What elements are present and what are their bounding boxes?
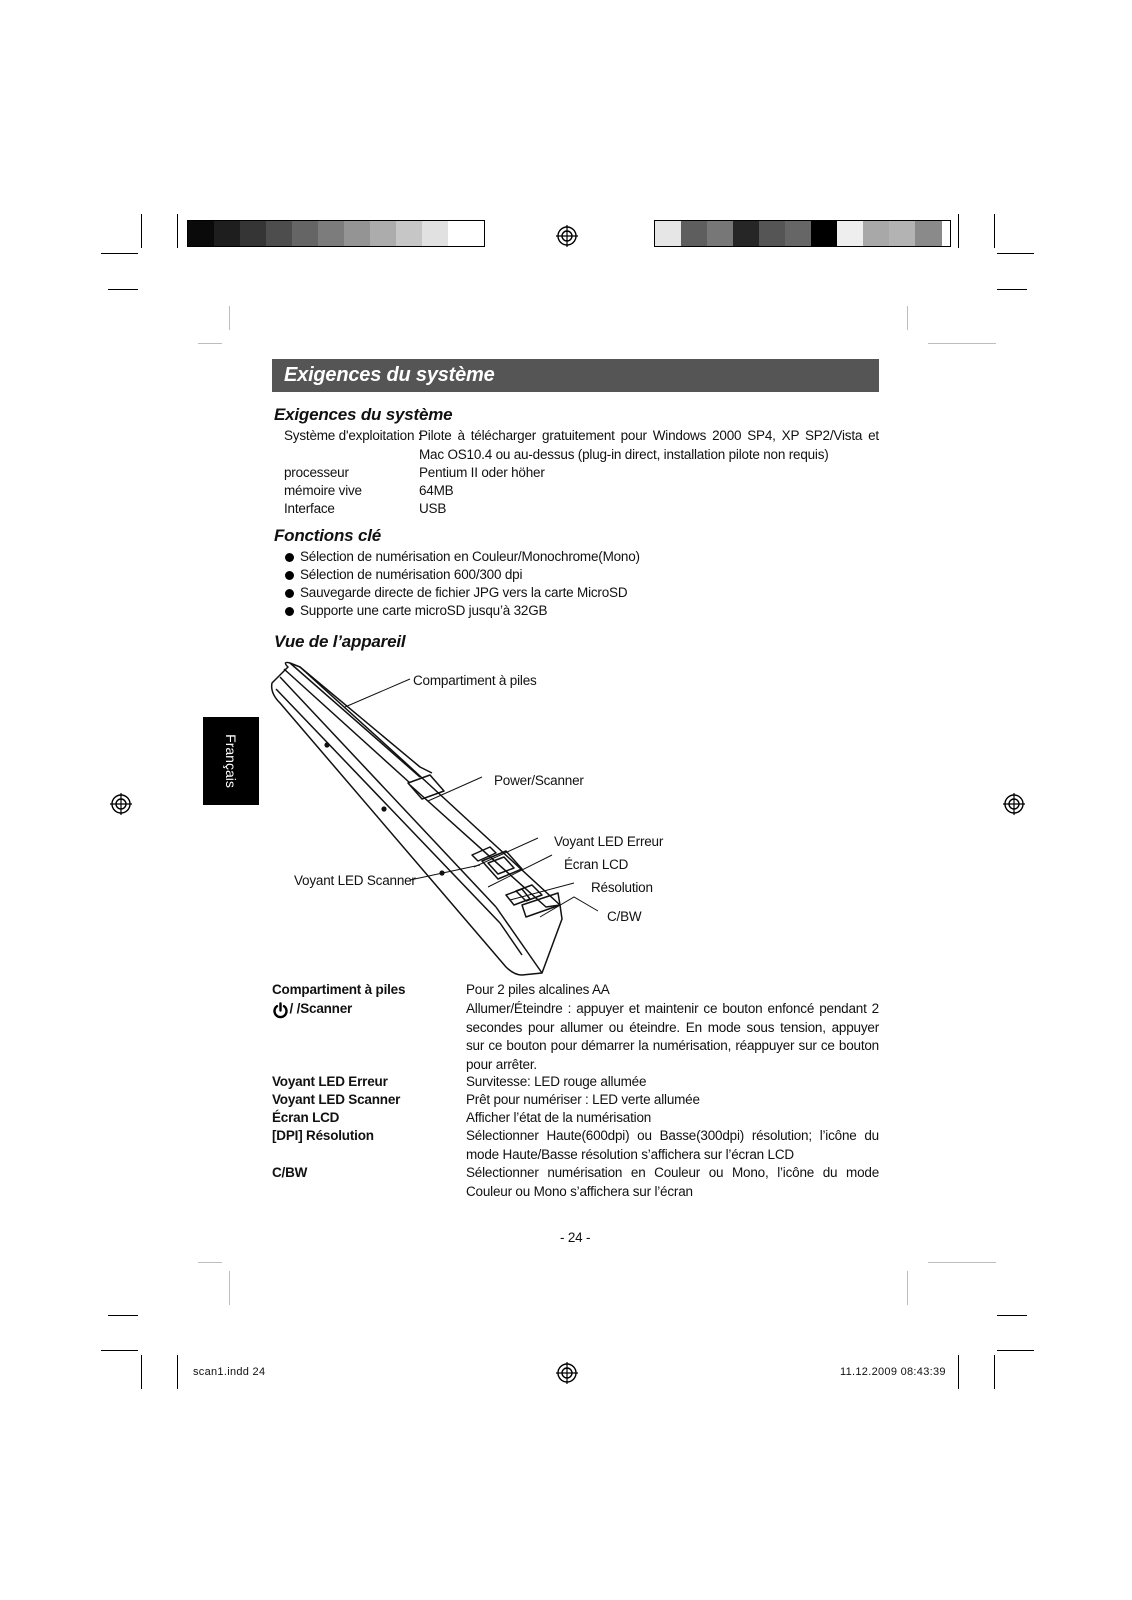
desc-term: Écran LCD (272, 1110, 340, 1125)
desc-term: / /Scanner (286, 1001, 353, 1016)
list-item: Supporte une carte microSD jusqu’à 32GB (300, 603, 548, 618)
desc-term: [DPI] Résolution (272, 1128, 374, 1143)
bullet-icon (285, 571, 294, 580)
desc-text: Pour 2 piles alcalines AA (466, 982, 610, 997)
callout-led-error: Voyant LED Erreur (554, 834, 664, 849)
grey-scale-strip-left (187, 220, 485, 247)
footer-datetime: 11.12.2009 08:43:39 (840, 1366, 946, 1378)
registration-mark-icon (110, 793, 132, 815)
grey-scale-strip-right (654, 220, 951, 247)
processor-value: Pentium II oder höher (419, 465, 545, 480)
device-view-heading: Vue de l’appareil (274, 632, 406, 651)
list-item: Sélection de numérisation 600/300 dpi (300, 567, 523, 582)
desc-text: Sélectionner numérisation en Couleur ou Mono, l’icône du mode Couleur ou Mono s’affichera sur l’écran (466, 1165, 879, 1199)
page-banner-title: Exigences du système (272, 359, 879, 392)
os-value: Pilote à télécharger gratuitement pour Windows 2000 SP4, XP SP2/Vista et Mac OS10.4 ou au-dessus (plug-in direct, installation pilote non requis) (419, 428, 879, 462)
processor-label: processeur (284, 465, 349, 480)
bullet-icon (285, 589, 294, 598)
callout-battery: Compartiment à piles (413, 673, 537, 688)
interface-value: USB (419, 501, 447, 516)
desc-term: C/BW (272, 1165, 308, 1180)
interface-label: Interface (284, 501, 335, 516)
registration-mark-icon (556, 1362, 578, 1384)
list-item: Sélection de numérisation en Couleur/Monochrome(Mono) (300, 549, 640, 564)
footer-file: scan1.indd 24 (193, 1366, 266, 1378)
desc-text: Survitesse: LED rouge allumée (466, 1074, 647, 1089)
bullet-icon (285, 553, 294, 562)
callout-led-scanner: Voyant LED Scanner (294, 873, 416, 888)
os-label: Système d'exploitation : (284, 428, 422, 443)
desc-text: Sélectionner Haute(600dpi) ou Basse(300dpi) résolution; l’icône du mode Haute/Basse résolution s’affichera sur l’écran LCD (466, 1128, 879, 1162)
language-tab-label: Français (223, 734, 239, 788)
bullet-icon (285, 607, 294, 616)
callout-resolution: Résolution (591, 880, 653, 895)
desc-term: Compartiment à piles (272, 982, 406, 997)
desc-term: Voyant LED Erreur (272, 1074, 388, 1089)
page-number: - 24 - (560, 1230, 591, 1245)
desc-text: Prêt pour numériser : LED verte allumée (466, 1092, 700, 1107)
desc-text: Afficher l’état de la numérisation (466, 1110, 652, 1125)
features-heading: Fonctions clé (274, 526, 381, 545)
desc-text: Allumer/Éteindre : appuyer et maintenir ce bouton enfoncé pendant 2 secondes pour allumer ou éteindre. En mode sous tension, appuyer sur ce bouton pour démarrer la numérisation, réappuyer sur ce bouton pour arrêter. (466, 1001, 879, 1072)
list-item: Sauvegarde directe de fichier JPG vers la carte MicroSD (300, 585, 628, 600)
callout-power: Power/Scanner (494, 773, 584, 788)
scanner-device-illustration (260, 655, 680, 985)
memory-value: 64MB (419, 483, 454, 498)
language-tab (203, 717, 259, 805)
registration-mark-icon (1003, 793, 1025, 815)
desc-term: Voyant LED Scanner (272, 1092, 401, 1107)
requirements-heading: Exigences du système (274, 405, 453, 424)
memory-label: mémoire vive (284, 483, 362, 498)
callout-lcd: Écran LCD (564, 857, 629, 872)
registration-mark-icon (556, 225, 578, 247)
callout-cbw: C/BW (607, 909, 642, 924)
